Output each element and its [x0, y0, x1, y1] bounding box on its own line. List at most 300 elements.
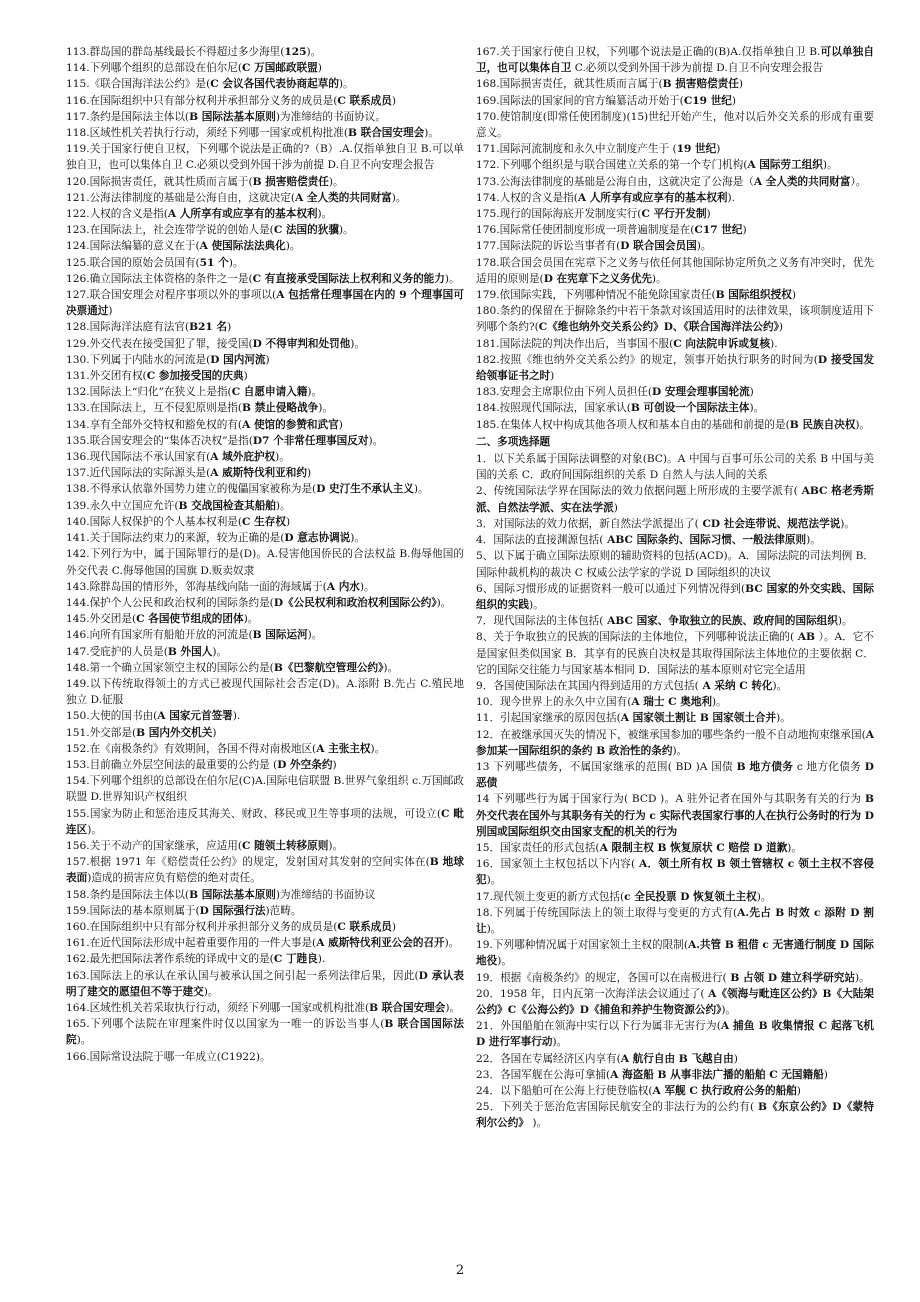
answer-text: ABC 国家、争取独立的民族、政府间的国际组织 [603, 615, 838, 628]
question-text: 161.在近代国际法形成中起着重要作用的一件大事是( [66, 937, 317, 950]
question-text: 138.不得承认依靠外国势力建立的傀儡国家被称为是( [66, 483, 317, 496]
question-item [66, 1000, 464, 1016]
answer-text: C 参加接受国的庆典 [146, 370, 244, 383]
question-text: )。 [837, 615, 853, 628]
answer-text: D《公民权利和政治权利国际公约》 [273, 596, 437, 609]
question-text: )。 [696, 240, 712, 253]
question-text: 120.国际损害责任，就其性质而言属于( [66, 175, 253, 188]
question-text: ) [265, 353, 270, 366]
question-text: ). [727, 191, 736, 204]
question-text: )为准缔结的书面协议。 [275, 110, 386, 123]
question-item [66, 546, 464, 578]
question-item [476, 581, 874, 613]
question-text: 18.下列属于传统国际法上的领土取得与变更的方式有( [476, 906, 738, 919]
question-text: 141.关于国际法约束力的来源，较为正确的是( [66, 532, 285, 545]
answer-text: A 国家元首签署 [157, 710, 233, 723]
question-text: 150.大使的国书由( [66, 710, 158, 723]
question-text: ) [733, 1052, 738, 1065]
question-text: 179.依国际实践，下列哪种情况不能免除国家责任( [476, 289, 716, 302]
answer-text: A 威斯特伐利亚公会的召开 [316, 937, 445, 950]
question-text: 173.公海法律制度的基础是公海自由，这就决定了公海是（ [476, 175, 754, 188]
question-text: )。 [306, 46, 322, 58]
answer-text: B 民族自决权 [789, 418, 856, 431]
question-text: ) [738, 78, 743, 91]
question-item [66, 498, 464, 514]
question-item [66, 676, 464, 708]
question-text: 153.目前确立外层空间法的最重要的公约是 ( [66, 758, 278, 771]
question-text: )。 [350, 532, 365, 545]
question-text: 144.保护个人公民和政治权利的国际条约是( [66, 596, 274, 609]
question-text: )。 [212, 645, 228, 658]
question-text: )。 [413, 483, 429, 496]
question-text: 6、国际习惯形成的证据资料一般可以通过下列情况得到( [476, 582, 746, 595]
question-text: 121.公海法律制度的基础是公海自由，这就决定( [66, 191, 296, 204]
question-text: )。 [203, 985, 219, 998]
answer-text: A《领海与毗连区公约》B《大陆架公约》C《公海公约》D《捕鱼和养护生物资源公约》 [476, 987, 874, 1016]
question-text: ) [212, 726, 217, 739]
question-text: 151.外交部是( [66, 726, 137, 739]
question-item [476, 986, 874, 1018]
answer-text: A 包括常任理事国在内的 9 个理事国可决票通过 [66, 289, 464, 318]
question-text: ). [317, 953, 326, 966]
question-item [476, 93, 874, 109]
question-text: ) [332, 758, 337, 771]
question-text: 3．对国际法的效力依据，新自然法学派提出了( [476, 517, 699, 530]
question-item [66, 660, 464, 676]
question-text: ) [823, 1068, 828, 1081]
question-text: 155.国家为防止和惩治违反其海关、财政、移民或卫生等事项的法规，可设立( [66, 807, 442, 820]
question-item [66, 238, 464, 254]
question-text: 116.在国际组织中只有部分权利并承担部分义务的成员是( [66, 94, 338, 107]
question-item [476, 400, 874, 416]
question-text: ) [716, 143, 721, 156]
answer-text: C 法国的狄骥 [273, 224, 339, 237]
question-text: 119.关于国家行使自卫权，下列哪个说法是正确的?（B）.A.仅指单独自卫 B.可以单独自卫，也可以集体自卫 C.必须以受到外国干涉为前提 D.自卫不向安理会报告 [66, 143, 464, 172]
question-text: )。 [338, 78, 354, 91]
question-item [66, 1049, 464, 1065]
question-text: )造成的损害应负有赔偿的绝对责任。 [87, 872, 261, 885]
question-item [66, 255, 464, 271]
answer-text: 51 个 [199, 256, 229, 269]
answer-text: C《维也纳外交关系公约》D、《联合国海洋法公约》 [538, 321, 779, 334]
question-item [66, 44, 464, 60]
question-text: )。 [854, 971, 870, 984]
answer-text: B 外交代表在国外与其职务有关的行为 c 实际代表国家行事的人在执行公务时的行为 D 別国或国际组织交由国家支配的机关的行为 [476, 793, 874, 838]
question-text: 171.国际河流制度和永久中立制度产生于 ( [476, 143, 677, 156]
question-text: 178.联合国会员国在宪章下之义务与依任何其他国际协定所负之义务有冲突时，优先适用的原则是( [476, 256, 874, 285]
answer-text: B 损害赔偿责任 [662, 78, 739, 91]
answer-text: D 外空条约 [277, 758, 333, 771]
question-text: )。 [552, 1036, 568, 1049]
question-item [476, 548, 874, 580]
answer-text: C 毗连区 [66, 807, 464, 836]
question-text: 13 下列哪些债务，不属国家继承的范围( BD )A 国债 [476, 760, 737, 773]
answer-text: A 瑞士 C 奥地利 [631, 696, 713, 709]
question-item [476, 336, 874, 352]
question-text: )。 [87, 823, 102, 836]
answer-text: C17 世纪 [694, 224, 743, 237]
question-item [476, 937, 874, 969]
question-text: 20．1958 年，日内瓦第一次海洋法会议通过了( [476, 987, 705, 1000]
question-item [66, 935, 464, 951]
question-text: 4．国际法的直接渊源包括( [476, 534, 604, 547]
question-text: )。 [338, 224, 354, 237]
question-text: 180.条约的保留在于摒除条约中若干条款对该国适用时的法律效果，该项制度适用下列哪个条约?( [476, 305, 874, 334]
answer-text: C 有直接承受国际法上权利和义务的能力 [252, 272, 445, 285]
question-text: 165.下列哪个法院在审理案件时仅以国家为一唯一的诉讼当事人( [66, 1018, 385, 1031]
section-heading: 二、多项选择题 [476, 435, 551, 448]
question-text: 2、传统国际法学界在国际法的效力依据问题上所形成的主要学派有( [476, 485, 798, 498]
question-text: ) [796, 1085, 801, 1097]
question-item [66, 141, 464, 173]
answer-text: A 参加某一国际组织的条约 B 政治性的条约 [476, 728, 874, 757]
question-text: ) [731, 94, 737, 107]
question-item [66, 644, 464, 660]
answer-text: B 国际法基本原则 [189, 888, 276, 901]
question-item [66, 968, 464, 1000]
question-text: 182.按照《维也纳外交关系公约》的规定，领事开始执行职务的时间为( [476, 353, 818, 366]
question-item [66, 919, 464, 935]
question-item [66, 271, 464, 287]
question-text: 169.国际法的国家间的官方编纂活动开始于( [476, 94, 684, 107]
question-text: )。 [806, 534, 821, 547]
question-text: ) [791, 289, 796, 302]
answer-text: A 全人类的共同财富 [295, 191, 392, 204]
question-text: ) [306, 467, 312, 480]
question-text: ) [391, 94, 397, 107]
question-text: 125.联合国的原始会员国有( [66, 256, 200, 269]
question-text: 166.国际常设法院于哪一年成立(C1922)。 [66, 1050, 271, 1063]
question-text: 136.现代国际法不承认国家有( [66, 451, 211, 464]
question-text: )。 [840, 517, 856, 530]
question-item [66, 514, 464, 530]
question-item [66, 125, 464, 141]
question-text: 170.使馆制度(即常任使团制度)(15)世纪开始产生，他对以后外交关系的形成有重要意义。 [476, 110, 874, 140]
answer-text: B 联合国国际法院 [66, 1018, 464, 1047]
question-item [476, 384, 874, 400]
question-text: ）。 [850, 175, 867, 188]
answer-text: D 国际强行法 [199, 904, 266, 917]
question-item [476, 905, 874, 937]
answer-text: C 平行开发制 [641, 208, 707, 221]
answer-text: A 使国际法法典化 [199, 240, 286, 253]
question-text: 133.在国际法上，互不侵犯原则是指( [66, 402, 243, 415]
question-item [476, 451, 874, 483]
question-text: 149.以下传统取得领土的方式已被现代国际社会否定(D)。A.添附 B.先占 C.殖民地独立 D.征服 [66, 677, 464, 707]
question-text: 19．根据《南极条约》的规定，各国可以在南极进行( [476, 971, 727, 984]
question-item [476, 889, 874, 905]
answer-text: D 不得审判和处罚他 [252, 337, 351, 350]
question-item [66, 530, 464, 546]
question-item [66, 384, 464, 400]
question-text: )。 [776, 712, 791, 725]
question-item [66, 206, 464, 222]
question-text: 17.现代领土变更的新方式包括( [476, 890, 625, 903]
answer-text: C 各国使节组成的团体 [136, 613, 244, 626]
question-text: 148.第一个确立国家领空主权的国际公约是( [66, 661, 274, 674]
question-item [476, 190, 874, 206]
question-text: 10．现今世界上的永久中立国有( [476, 696, 632, 709]
answer-text: A．领土所有权 B 领土管辖权 c 领土主权不容侵犯 [476, 858, 874, 887]
answer-text: CD 社会连带说、规范法学说 [698, 517, 841, 530]
question-text: 157.根据 1971 年《赔偿责任公约》的规定，发射国对其发射的空间实体在( [66, 856, 430, 869]
answer-text: ABC 国际条约、国际习惯、一般法律原则 [603, 534, 807, 547]
answer-text: C19 世纪 [683, 94, 732, 107]
question-text: c 地方化债务 [793, 760, 865, 773]
question-item [476, 44, 874, 76]
question-text: 184.按照现代国际法，国家承认( [476, 402, 631, 415]
question-text: 176.国际常任使团制度形成一项普遍制度是在( [476, 224, 695, 237]
question-item [476, 157, 874, 173]
question-text: 25．下列关于惩治危害国际民航安全的非法行为的公约有( [476, 1101, 755, 1114]
answer-text: D 意志协调说 [284, 532, 351, 545]
question-item [476, 532, 874, 548]
answer-text: A 主张主权 [316, 742, 371, 755]
answer-text: A 国际劳工组织 [747, 159, 823, 172]
question-text: 115.《联合国海洋法公约》是( [66, 78, 211, 91]
question-item [476, 694, 874, 710]
answer-text: B 交战国检查其船舶 [178, 499, 276, 512]
answer-text: c 全民投票 D 恢复领土主权 [624, 890, 757, 903]
answer-text: B 可创设一个国际法主体 [630, 402, 750, 415]
question-text: 21．外国船舶在领海中实行以下行为属非无害行为( [476, 1020, 721, 1033]
answer-text: B 国际运河 [252, 629, 308, 642]
question-text: )。 [749, 402, 765, 415]
answer-text: C 自愿申请入籍 [231, 386, 308, 399]
question-item [476, 174, 874, 190]
question-text: 7．现代国际法的主体包括( [476, 615, 604, 628]
question-item [476, 222, 874, 238]
question-item [66, 708, 464, 724]
answer-text: D 承认表明了建交的愿望但不等于建交 [66, 969, 465, 998]
question-text: 175.现行的国际海底开发制度实行( [476, 208, 642, 221]
question-text: 156.关于不动产的国家继承，应适用( [66, 839, 243, 852]
question-item [66, 417, 464, 433]
question-item [476, 840, 874, 856]
question-text: )。 [787, 841, 803, 854]
question-item [476, 759, 874, 791]
question-text: 113.群岛国的群岛基线最长不得超过多少海里( [66, 46, 285, 58]
question-text: 128.国际海洋法庭有法官( [66, 321, 190, 334]
question-text: D)。A.侵害他国侨民的合法权益 B.侮辱他国的外交代表 C.侮辱他国的国旗 D.贩卖奴隶 [66, 548, 464, 577]
answer-text: C 万国邮政联盟 [242, 62, 318, 75]
question-item [66, 336, 464, 352]
question-text: ) [706, 208, 711, 221]
answer-text: BC 国家的外交实践、国际组织的实践 [476, 582, 874, 611]
answer-text: D 在宪章下之义务优先 [543, 272, 652, 285]
answer-text: B《东京公约》D《蒙特利尔公约》 [476, 1101, 874, 1130]
question-text: 162.最先把国际法著作系统的译成中文的是( [66, 953, 274, 966]
question-text: 172.下列哪个组织是与联合国建立关系的第一个专门机构( [476, 159, 748, 172]
question-text: ) [778, 321, 784, 334]
question-text: 15．国家责任的形式包括( [476, 841, 600, 854]
answer-text: B21 名 [189, 321, 228, 334]
question-item [66, 352, 464, 368]
answer-text: C 向法院申诉或复核 [673, 337, 771, 350]
question-item [476, 206, 874, 222]
question-item [476, 1018, 874, 1050]
question-text: )。 [497, 955, 512, 968]
answer-text: C 联系成员 [337, 920, 392, 933]
question-item [66, 725, 464, 741]
question-item [476, 613, 874, 629]
answer-text: A 捕鱼 B 收集情报 C 起落飞机 D 进行军事行动 [476, 1020, 874, 1049]
question-text: 137.近代国际法的实际源头是( [66, 467, 211, 480]
question-text: 158.条约是国际法主体以( [66, 888, 190, 901]
question-item [476, 483, 874, 515]
answer-text: A 内水 [326, 580, 360, 593]
question-text: 11．引起国家继承的原因包括( [476, 712, 621, 725]
question-item [66, 222, 464, 238]
question-text: )。 [76, 1034, 92, 1047]
question-text: 183.安理会主席职位由下列人员担任( [476, 386, 653, 399]
question-text: )。 [756, 890, 772, 903]
question-item [66, 368, 464, 384]
page-number: 2 [455, 1263, 465, 1278]
answer-text: A.共管 B 租借 c 无害通行制度 D 国际地役 [476, 939, 874, 968]
question-text: 177.国际法院的诉讼当事者有( [476, 240, 621, 253]
question-text: ) [338, 418, 343, 431]
question-text: 139.永久中立国应允许( [66, 499, 179, 512]
answer-text: B 损害赔偿责任 [252, 175, 329, 188]
question-item [476, 791, 874, 840]
question-text: )。 [350, 337, 365, 350]
question-item [66, 611, 464, 627]
question-text: 9．各国使国际法在其国内得到适用的方式包括( [476, 679, 699, 692]
question-text: 23．各国军舰在公海可拿捕( [476, 1068, 611, 1081]
question-text: ) [317, 62, 322, 75]
question-text: )。 [275, 499, 291, 512]
question-item [66, 465, 464, 481]
question-text: 152.在《南极条约》有效期间，各国不得对南极地区( [66, 742, 317, 755]
answer-text: 19 世纪 [676, 143, 717, 156]
question-item [476, 141, 874, 157]
question-text: 126.确立国际法主体资格的条件之一是( [66, 272, 253, 285]
answer-text: A 采纳 C 转化 [698, 679, 773, 692]
question-text: 168.国际损害责任，就其性质而言属于( [476, 78, 663, 91]
answer-text: 125 [284, 46, 307, 58]
question-item [66, 579, 464, 595]
question-text: )。 [822, 159, 838, 172]
question-text: 164.区域性机关若采取执行行动，须经下列哪一国家或机构批准( [66, 1001, 370, 1014]
question-text: 122.人权的含义是指( [66, 208, 168, 221]
question-text: 114.下列哪个组织的总部设在伯尔尼( [66, 62, 243, 75]
answer-text: A 限制主权 B 恢复原状 C 赔偿 D 道歉 [599, 841, 788, 854]
question-text: 140.国际人权保护的个人基本权利是( [66, 515, 243, 528]
question-item [66, 449, 464, 465]
answer-text: B 地球表面 [66, 856, 464, 885]
answer-text: B 联合国安理会 [369, 1001, 446, 1014]
question-text: ) [243, 370, 248, 383]
question-text: )。 [672, 744, 688, 757]
answer-text: A 域外庇护权 [210, 451, 276, 464]
question-text: )。 [528, 1117, 548, 1130]
question-text: 160.在国际组织中只有部分权利并承担部分义务的成员是( [66, 920, 338, 933]
question-text: 123.在国际法上，社会连带学说的创始人是( [66, 224, 274, 237]
question-item [66, 433, 464, 449]
question-item [66, 627, 464, 643]
question-text: 181.国际法院的判决作出后，当事国不服( [476, 337, 674, 350]
answer-text: A 军舰 C 执行政府公务的船舶 [652, 1085, 797, 1097]
question-text: ) [550, 370, 555, 383]
answer-text: C 联系成员 [337, 94, 392, 107]
question-item [66, 60, 464, 76]
answer-text: AB [794, 631, 819, 644]
question-text: C.必须以受到外国干涉为前提 D.自卫不向安理会报告 [571, 62, 824, 75]
question-text: 174.人权的含义是指( [476, 191, 578, 204]
question-item [476, 516, 874, 532]
answer-text: D 联合国会员国 [620, 240, 697, 253]
answer-text: C 生存权 [242, 515, 286, 528]
question-text: )。 [855, 418, 871, 431]
answer-text: B 国际法基本原则 [189, 110, 276, 123]
question-text: )。 [307, 386, 323, 399]
question-item [476, 727, 874, 759]
question-text: 131.外交团有权( [66, 370, 147, 383]
question-text: ). [770, 337, 778, 350]
question-text: 159.国际法的基本原则属于( [66, 904, 200, 917]
question-text: 142.下列行为中，属于国际罪行的是( [66, 548, 244, 561]
question-text: 185.在集体人权中构成其他各项人权和基本自由的基础和前提的是( [476, 418, 790, 431]
question-item [476, 303, 874, 335]
answer-text: C 会议各国代表协商起草的 [210, 78, 339, 91]
question-text: )。 [721, 1003, 737, 1016]
question-text: 118.区域性机关若执行行动，须经下列哪一国家或机构批准( [66, 127, 348, 140]
question-text: 22．各国在专属经济区内享有( [476, 1052, 621, 1065]
left-column [66, 44, 464, 1065]
question-text: )。 [772, 679, 788, 692]
question-text: 127.联合国安理会对程序事项以外的事项以( [66, 289, 277, 302]
question-text: )。 [528, 598, 544, 611]
question-item [476, 629, 874, 678]
answer-text: A 威斯特伐利亚和约 [210, 467, 307, 480]
question-text: ) [613, 501, 618, 514]
question-text: ）。A．它不是国家但类似国家 B．其享有的民族自决权是其取得国际法主体地位的主要依据 C．它的国际交往能力与国家基本相同 D．国际法的基本原则对它完全适用 [476, 631, 874, 676]
answer-text: A 人所享有或应享有的基本权利 [167, 208, 318, 221]
right-column [476, 44, 874, 1132]
question-text: 12．在被继承国灭失的情况下，被继承国参加的哪些条约一般不自动地拘束继承国( [476, 728, 866, 741]
answer-text: B 联合国安理会 [347, 127, 425, 140]
question-text: ). [232, 710, 241, 723]
question-text: 163.国际法上的承认在承认国与被承认国之间引起一系列法律后果，因此( [66, 969, 419, 982]
question-item [66, 773, 464, 805]
answer-text: D 接受国发给领事证书之时 [476, 353, 875, 383]
question-text: )。 [444, 272, 460, 285]
question-item [66, 951, 464, 967]
question-item [476, 109, 874, 141]
question-item [476, 287, 874, 303]
question-text: ) [285, 515, 291, 528]
answer-text: B 禁止侵略战争 [242, 402, 319, 415]
question-text: )。 [651, 272, 667, 285]
question-item [476, 1099, 874, 1131]
question-text: 154.下列哪个组织的总部设在伯尔尼(C)A.国际电信联盟 B.世界气象组织 c.万国邮政联盟 D.世界知识产权组织 [66, 775, 464, 804]
question-text: 124.国际法编纂的意义在于( [66, 240, 200, 253]
question-text: ) [227, 321, 232, 334]
question-item [476, 352, 874, 384]
question-text: )。 [445, 1001, 461, 1014]
answer-text: D 安理会理事国轮流 [652, 386, 750, 399]
answer-text: C 随领土转移原则 [242, 839, 329, 852]
question-text: 135.联合国安理会的“集体否决权”是指( [66, 434, 253, 447]
answer-text: A.先占 B 时效 c 添附 D 割让 [476, 906, 874, 935]
question-text: 134.享有全部外交特权和豁免权的有( [66, 418, 243, 431]
question-text: )。 [318, 402, 333, 415]
question-item [476, 255, 874, 287]
question-item [66, 854, 464, 886]
question-text: 146.向所有国家所有船舶开放的河流是( [66, 629, 253, 642]
question-text: 129.外交代表在接受国犯了罪，接受国( [66, 337, 253, 350]
